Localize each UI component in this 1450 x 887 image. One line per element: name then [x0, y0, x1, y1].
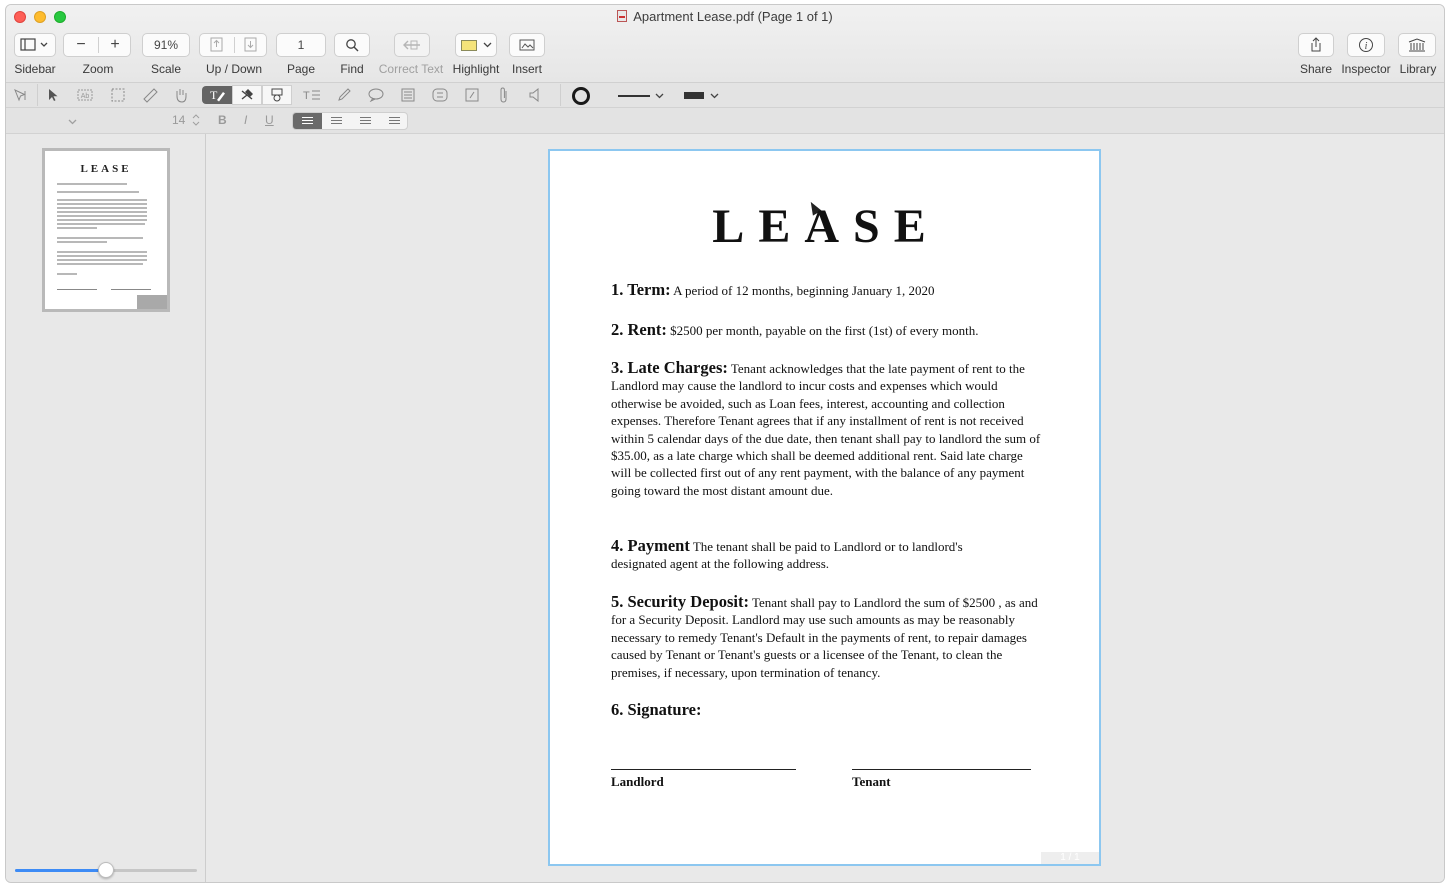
- comment-tool-icon[interactable]: [366, 86, 386, 104]
- slider-knob[interactable]: [98, 862, 114, 878]
- thumbnail-sidebar: [6, 134, 206, 883]
- library-button[interactable]: [1398, 33, 1436, 57]
- library-icon: [1408, 38, 1426, 52]
- pdf-file-icon: [617, 10, 627, 22]
- document-view: [207, 134, 1445, 883]
- clause-heading: 3. Late Charges:: [611, 358, 728, 377]
- line-style-button[interactable]: [618, 95, 650, 97]
- thumbnail-text-line: [57, 191, 139, 193]
- thumbnail-signature-line: [57, 289, 97, 290]
- page-thumbnail[interactable]: [42, 148, 170, 312]
- zoom-out-button[interactable]: −: [76, 36, 86, 53]
- tool-divider: [560, 84, 561, 106]
- thumbnail-text-line: [57, 223, 145, 225]
- find-label: Find: [340, 62, 364, 76]
- thumbnail-text-line: [57, 203, 147, 205]
- underline-button[interactable]: U: [265, 113, 274, 127]
- clause-text: $2500 per month, payable on the first (1st) of every month.: [666, 323, 979, 338]
- tenant-label: Tenant: [852, 774, 891, 789]
- clause-heading: 4. Payment: [611, 536, 690, 555]
- insert-label: Insert: [511, 62, 543, 76]
- align-justify-button[interactable]: [380, 113, 409, 129]
- clause-payment: [611, 537, 1011, 573]
- text-box-tool-icon[interactable]: [302, 86, 322, 104]
- zoom-label: Zoom: [82, 62, 114, 76]
- clause-heading: 1. Term:: [611, 280, 671, 299]
- annotation-toolbar: [6, 83, 1444, 108]
- bold-button[interactable]: B: [218, 113, 227, 127]
- thumbnail-text-line: [57, 237, 143, 239]
- thumbnail-title: LEASE: [80, 163, 132, 175]
- thumbnail-text-line: [57, 215, 147, 217]
- clause-text: The tenant shall be paid to Landlord or to landlord's designated agent at the following address.: [611, 539, 963, 572]
- svg-text:T: T: [210, 88, 218, 102]
- alignment-control: [292, 112, 408, 130]
- correct-text-button[interactable]: [394, 33, 430, 57]
- clause-term: [611, 281, 1051, 299]
- highlighter-tool-icon[interactable]: [334, 86, 354, 104]
- landlord-label: Landlord: [611, 774, 664, 789]
- select-text-tool-icon[interactable]: [11, 86, 31, 104]
- inspector-button[interactable]: [1347, 33, 1385, 57]
- align-right-icon: [360, 117, 371, 125]
- thumbnail-signature-line: [111, 289, 151, 290]
- window-title: [6, 9, 1444, 24]
- magnifier-icon: [345, 38, 359, 52]
- document-title: LEASE: [712, 200, 940, 253]
- thumbnail-page-badge: [137, 295, 167, 309]
- text-selection-tool-icon[interactable]: [75, 86, 95, 104]
- app-window: [5, 4, 1445, 883]
- note-tool-icon[interactable]: [398, 86, 418, 104]
- clause-security-deposit: [611, 593, 1041, 681]
- share-button[interactable]: [1298, 33, 1334, 57]
- clause-heading: 6. Signature:: [611, 700, 702, 719]
- pdf-page[interactable]: [548, 149, 1101, 866]
- thumbnail-text-line: [57, 255, 147, 257]
- ruler-tool-icon[interactable]: [140, 86, 160, 104]
- rectangle-select-tool-icon[interactable]: [108, 86, 128, 104]
- clause-text: Tenant acknowledges that the late payment of rent to the Landlord may cause the landlord to incur costs and expenses which would otherwise be avoided, such as Loan fees, interest, accounting and collection expenses. Therefore Tenant agrees that if any installment of rent is not received within 5 calendar days of the due date, then tenant shall pay to landlord the sum of $35.00, as a late charge which shall be deemed additional rent. Said late charge will be collected first out of any rent payment, with the balance of any payment going toward the most distant amount due.: [611, 361, 1041, 498]
- sound-tool-icon[interactable]: [526, 86, 546, 104]
- info-icon: [1358, 37, 1374, 53]
- find-button[interactable]: [334, 33, 370, 57]
- updown-label: Up / Down: [205, 62, 263, 76]
- thumbnail-text-line: [57, 183, 127, 185]
- share-icon: [1309, 37, 1323, 53]
- highlight-color-swatch: [461, 40, 477, 51]
- format-toolbar: [6, 108, 1444, 134]
- thumbnail-text-line: [57, 227, 97, 229]
- correct-text-label: Correct Text: [378, 62, 444, 76]
- clause-heading: 5. Security Deposit:: [611, 592, 749, 611]
- redact-tool-icon[interactable]: [232, 85, 262, 105]
- tool-divider: [37, 84, 38, 106]
- window-title-text: Apartment Lease.pdf (Page 1 of 1): [633, 9, 833, 24]
- clause-signature: [611, 701, 1051, 719]
- page-field[interactable]: 1: [276, 33, 326, 57]
- landlord-signature-line: [611, 769, 796, 770]
- align-left-icon: [302, 117, 313, 125]
- thumbnail-text-line: [57, 241, 107, 243]
- inspector-label: Inspector: [1341, 62, 1391, 76]
- line-weight-button[interactable]: [684, 92, 704, 99]
- page-label: Page: [286, 62, 316, 76]
- thumbnail-text-line: [57, 199, 147, 201]
- title-bar: [6, 5, 1444, 83]
- pointer-tool-icon[interactable]: [43, 86, 63, 104]
- chevron-down-icon[interactable]: [710, 93, 719, 99]
- insert-button[interactable]: [509, 33, 545, 57]
- clause-late-charges: [611, 359, 1041, 499]
- zoom-control: [63, 33, 131, 57]
- link-tool-icon[interactable]: [462, 86, 482, 104]
- attachment-tool-icon[interactable]: [494, 86, 514, 104]
- thumbnail-text-line: [57, 211, 147, 213]
- stamp-tool-icon[interactable]: [262, 85, 292, 105]
- image-icon: [519, 38, 535, 52]
- svg-text:Ab: Ab: [80, 93, 90, 100]
- slider-fill: [15, 869, 106, 872]
- clause-heading: 2. Rent:: [611, 320, 667, 339]
- align-right-button[interactable]: [351, 113, 380, 129]
- clause-rent: [611, 321, 1051, 339]
- scale-label: Scale: [150, 62, 182, 76]
- page-number-badge: 1 / 1: [1041, 852, 1099, 864]
- font-chevron-down-icon[interactable]: [68, 119, 77, 125]
- align-justify-icon: [389, 117, 400, 125]
- zoom-in-button[interactable]: +: [110, 36, 120, 53]
- italic-button[interactable]: I: [244, 113, 248, 127]
- page-down-icon[interactable]: [244, 37, 258, 53]
- clause-text: Tenant shall pay to Landlord the sum of $2500 , as and for a Security Deposit. Landlord may use such amounts as may be reasonably necessary to remedy Tenant's Default in the payments of rent, to repair damages caused by Tenant or Tenant's guests or a licensee of the Tenant, to clean the premises, if necessary, upon termination of tenancy.: [611, 595, 1038, 680]
- thumbnail-text-line: [57, 251, 147, 253]
- svg-text:T: T: [303, 90, 310, 102]
- thumbnail-text-line: [57, 219, 147, 221]
- align-center-button[interactable]: [322, 113, 351, 129]
- sidebar-toggle-button[interactable]: [14, 33, 56, 57]
- tenant-signature-line: [852, 769, 1031, 770]
- stroke-color-button[interactable]: [572, 87, 590, 105]
- sidebar-label: Sidebar: [14, 62, 56, 76]
- chevron-down-icon[interactable]: [655, 93, 664, 99]
- updown-divider: [234, 37, 235, 53]
- correct-text-icon: [402, 38, 422, 52]
- font-size-stepper-icon[interactable]: [192, 114, 200, 126]
- thumbnail-text-line: [57, 207, 147, 209]
- hand-tool-icon[interactable]: [171, 86, 191, 104]
- thumbnail-text-line: [57, 273, 77, 275]
- align-left-button[interactable]: [293, 113, 322, 129]
- font-size-field[interactable]: 14: [172, 113, 186, 127]
- svg-text:i: i: [1364, 41, 1368, 52]
- sidebar-icon: [20, 38, 50, 52]
- highlight-button[interactable]: [455, 33, 497, 57]
- align-center-icon: [331, 117, 342, 125]
- thumbnail-text-line: [57, 263, 143, 265]
- page-up-icon[interactable]: [210, 37, 224, 53]
- scale-field[interactable]: 91%: [142, 33, 190, 57]
- clause-text: A period of 12 months, beginning January 1, 2020: [670, 283, 935, 298]
- library-label: Library: [1399, 62, 1437, 76]
- thumbnail-size-slider[interactable]: [15, 869, 197, 872]
- thumbnail-text-line: [57, 259, 147, 261]
- form-field-tool-icon[interactable]: [430, 86, 450, 104]
- chevron-down-icon: [483, 42, 492, 48]
- up-down-control: [199, 33, 267, 57]
- add-text-tool-icon[interactable]: [202, 86, 232, 104]
- share-label: Share: [1299, 62, 1333, 76]
- highlight-label: Highlight: [452, 62, 500, 76]
